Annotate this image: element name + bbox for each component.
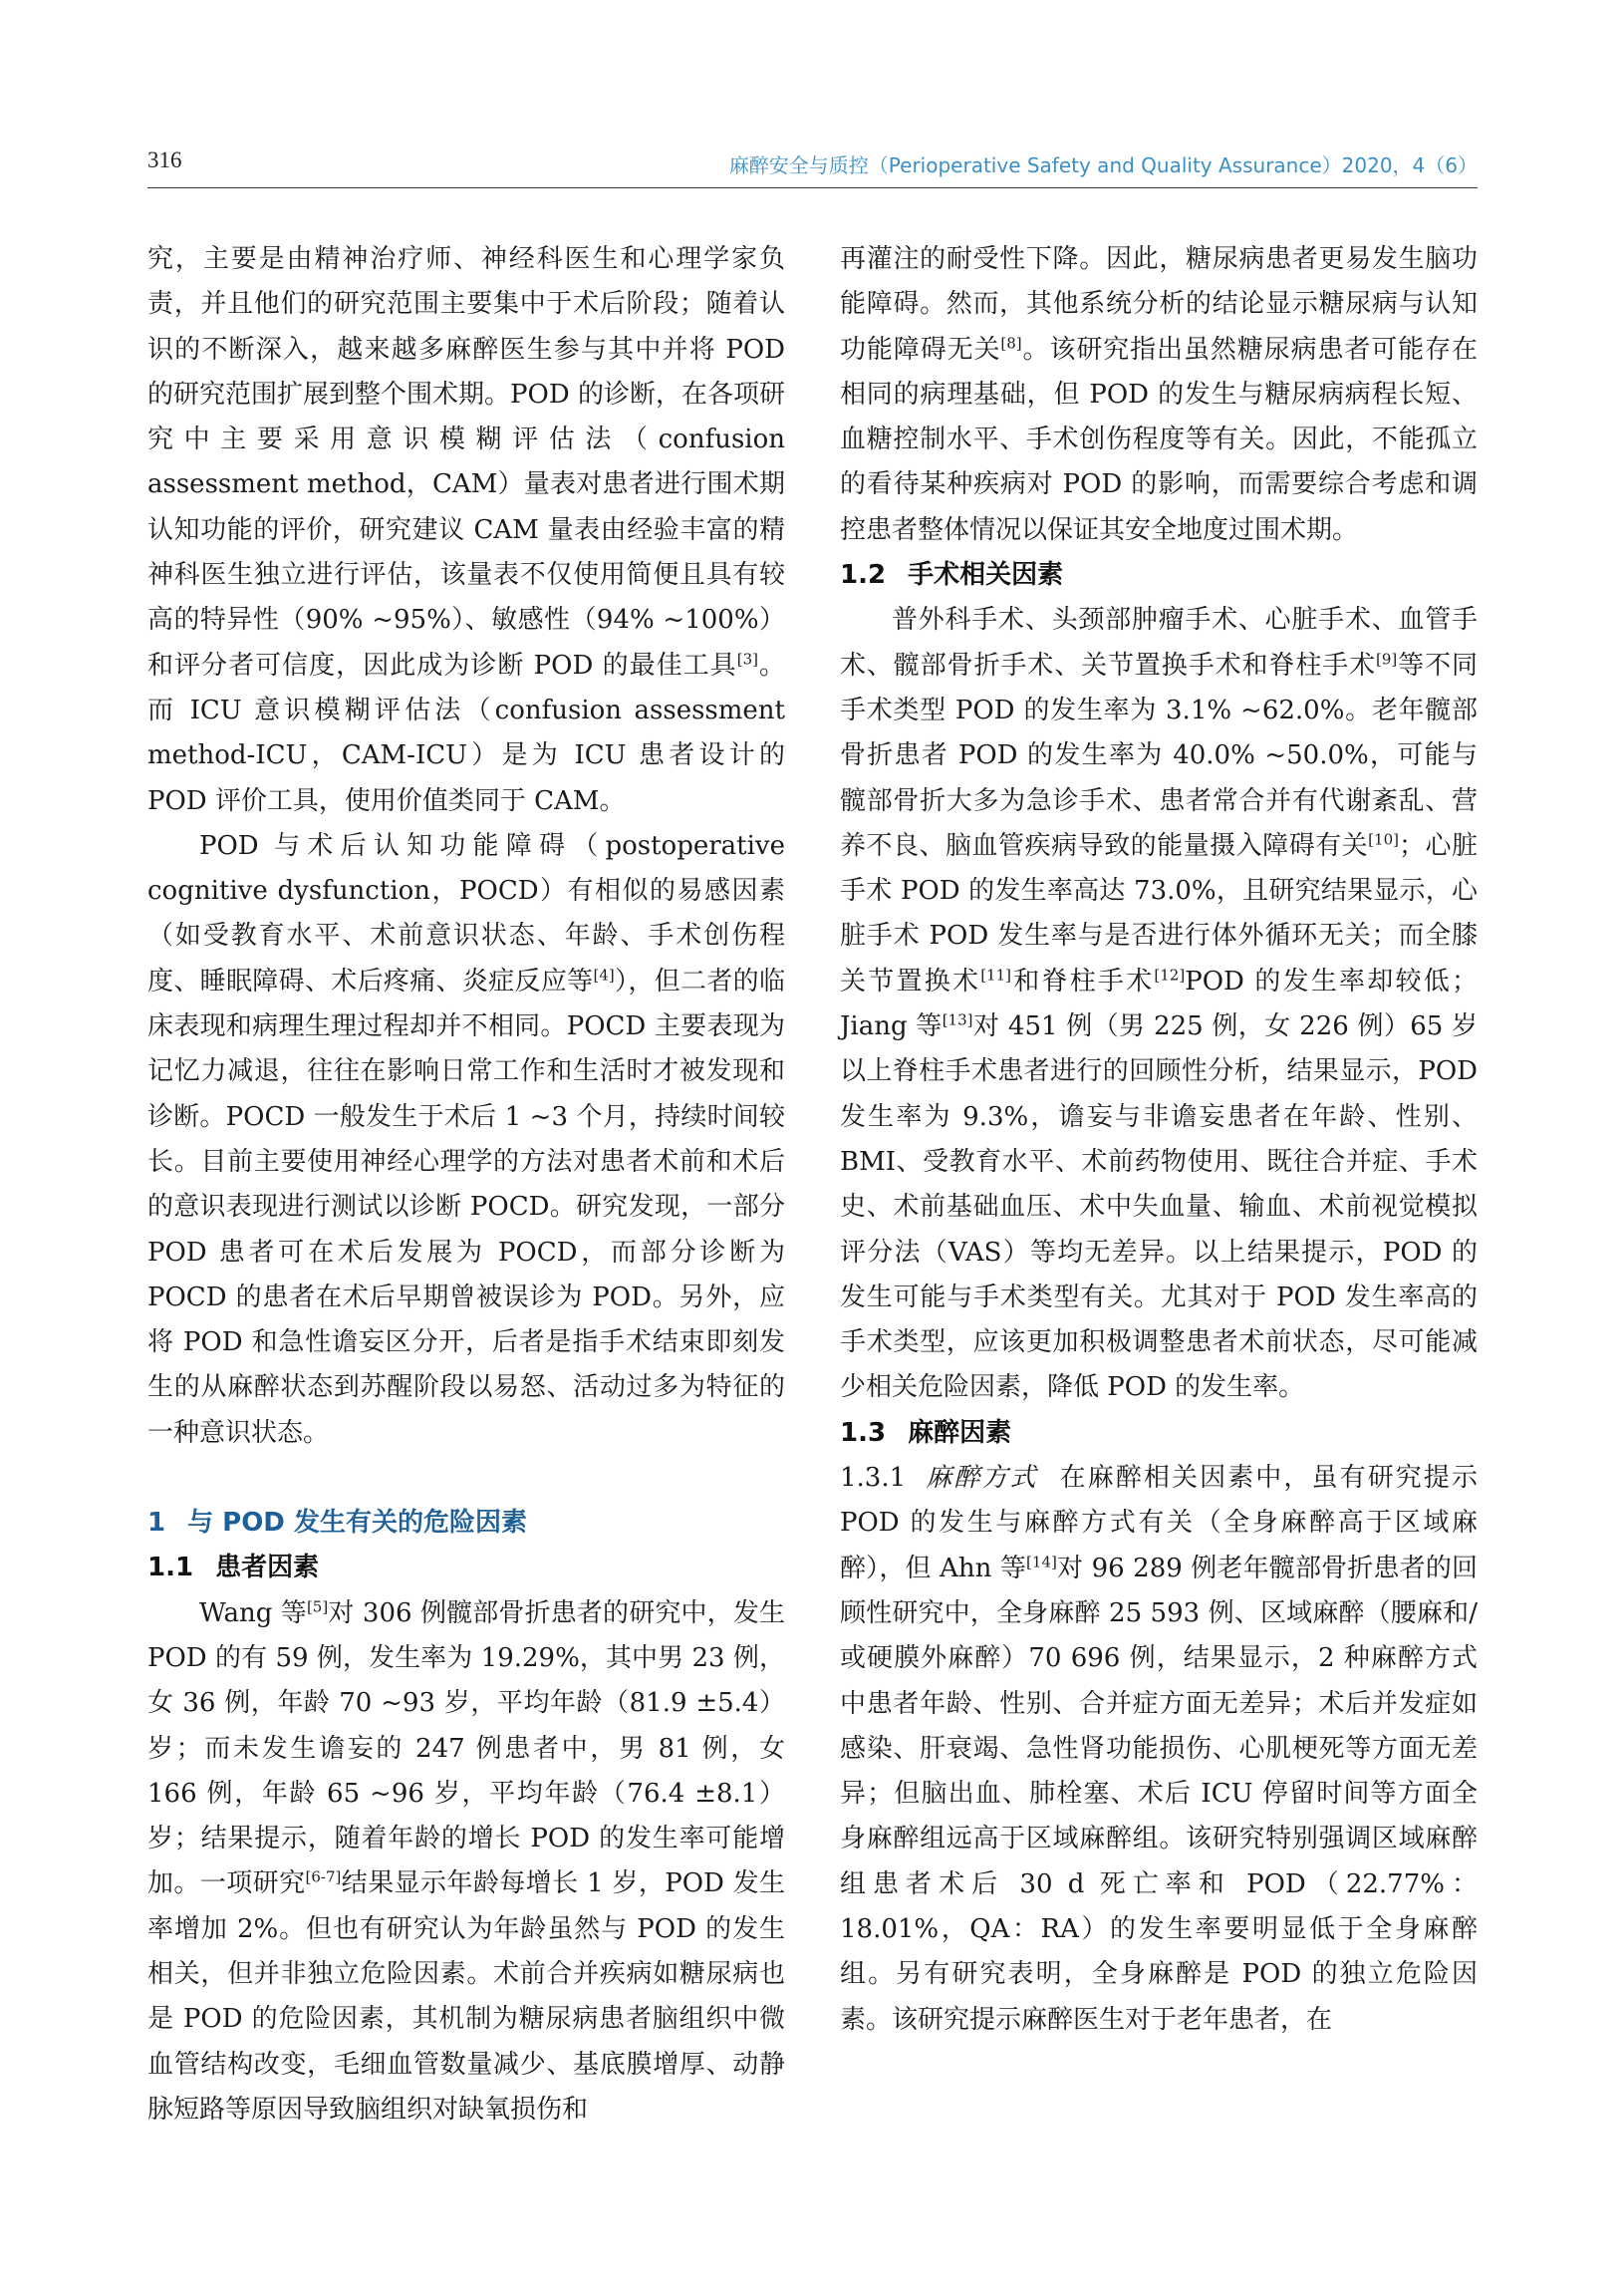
running-header (147, 147, 1478, 188)
page-number: 316 (147, 147, 182, 172)
paragraph: Wang 等[5]对 306 例髋部骨折患者的研究中，发生 POD 的有 59 例，发生率为 19.29%，其中男 23 例，女 36 例，年龄 70 ~93 岁，平均年龄（81.9 ±5.4）岁；而未发生谵妄的 247 例患者中，男 81 例，女 166 例，年龄 65 ~96 岁，平均年龄（76.4 ±8.1）岁；结果提示，随着年龄的增长 POD 的发生率可能增加。一项研究[6-7]结果显示年龄每增长 1 岁，POD 发生率增加 2%。但也有研究认为年龄虽然与 POD 的发生相关，但并非独立危险因素。术前合并疾病如糖尿病也是 POD 的危险因素，其机制为糖尿病患者脑组织中微血管结构改变，毛细血管数量减少、基底膜增厚、动静脉短路等原因导致脑组织对缺氧损伤和 (147, 1596, 785, 2125)
paragraph: 1.3.1 麻醉方式 在麻醉相关因素中，虽有研究提示 POD 的发生与麻醉方式有关（全身麻醉高于区域麻醉），但 Ahn 等[14]对 96 289 例老年髋部骨折患者的回顾性研究中，全身麻醉 25 593 例、区域麻醉（腰麻和/或硬膜外麻醉）70 696 例，结果显示，2 种麻醉方式中患者年龄、性别、合并症方面无差异；术后并发症如感染、肝衰竭、急性肾功能损伤、心肌梗死等方面无差异；但脑出血、肺栓塞、术后 ICU 停留时间等方面全身麻醉组远高于区域麻醉组。该研究特别强调区域麻醉组患者术后 30 d 死亡率和 POD（22.77%：18.01%，QA：RA）的发生率要明显低于全身麻醉组。另有研究表明，全身麻醉是 POD 的独立危险因素。该研究提示麻醉医生对于老年患者，在 (840, 1463, 1479, 2035)
right-column (840, 237, 1478, 2043)
paragraph: 再灌注的耐受性下降。因此，糖尿病患者更易发生脑功能障碍。然而，其他系统分析的结论显示糖尿病与认知功能障碍无关[8]。该研究指出虽然糖尿病患者可能存在相同的病理基础，但 POD 的发生与糖尿病病程长短、血糖控制水平、手术创伤程度等有关。因此，不能孤立的看待某种疾病对 POD 的影响，而需要综合考虑和调控患者整体情况以保证其安全地度过围术期。 (840, 244, 1478, 545)
citation-ref[interactable]: [10] (1368, 830, 1399, 849)
section-heading: 1 与 POD 发生有关的危险因素 (147, 1508, 527, 1539)
left-column (147, 237, 785, 2133)
citation-ref[interactable]: [5] (306, 1596, 329, 1615)
citation-ref[interactable]: [3] (736, 650, 758, 669)
subsection-heading: 1.3 麻醉因素 (840, 1417, 1012, 1448)
journal-citation: 麻醉安全与质控（Perioperative Safety and Quality Assurance）2020，4（6） (728, 153, 1478, 177)
subsection-heading: 1.2 手术相关因素 (840, 560, 1064, 591)
citation-ref[interactable]: [4] (593, 966, 615, 985)
citation-ref[interactable]: [12] (1154, 966, 1186, 985)
citation-ref[interactable]: [11] (980, 966, 1011, 985)
subsection-heading: 1.1 患者因素 (147, 1553, 320, 1583)
paragraph: 普外科手术、头颈部肿瘤手术、心脏手术、血管手术、髋部骨折手术、关节置换手术和脊柱手术[9]等不同手术类型 POD 的发生率为 3.1% ~62.0%。老年髋部骨折患者 POD 的发生率为 40.0% ~50.0%，可能与髋部骨折大多为急诊手术、患者常合并有代谢紊乱、营养不良、脑血管疾病导致的能量摄入障碍有关[10]；心脏手术 POD 的发生率高达 73.0%，且研究结果显示，心脏手术 POD 发生率与是否进行体外循环无关；而全膝关节置换术[11]和脊柱手术[12]POD 的发生率却较低；Jiang 等[13]对 451 例（男 225 例，女 226 例）65 岁以上脊柱手术患者进行的回顾性分析，结果显示，POD 发生率为 9.3%，谵妄与非谵妄患者在年龄、性别、BMI、受教育水平、术前药物使用、既往合并症、手术史、术前基础血压、术中失血量、输血、术前视觉模拟评分法（VAS）等均无差异。以上结果提示，POD 的发生可能与手术类型有关。尤其对于 POD 发生率高的手术类型，应该更加积极调整患者术前状态，尽可能减少相关危险因素，降低 POD 的发生率。 (840, 605, 1478, 1403)
paragraph: 究，主要是由精神治疗师、神经科医生和心理学家负责，并且他们的研究范围主要集中于术后阶段；随着认识的不断深入，越来越多麻醉医生参与其中并将 POD 的研究范围扩展到整个围术期。POD 的诊断，在各项研究中主要采用意识模糊评估法（confusion assessment method，CAM）量表对患者进行围术期认知功能的评价，研究建议 CAM 量表由经验丰富的精神科医生独立进行评估，该量表不仅使用简便且具有较高的特异性（90% ~95%）、敏感性（94% ~100%）和评分者可信度，因此成为诊断 POD 的最佳工具[3]。而 ICU 意识模糊评估法（confusion assessment method-ICU，CAM-ICU）是为 ICU 患者设计的 POD 评价工具，使用价值类同于 CAM。 (147, 244, 785, 816)
paragraph: POD 与术后认知功能障碍（postoperative cognitive dysfunction，POCD）有相似的易感因素（如受教育水平、术前意识状态、年龄、手术创伤程度、睡眠障碍、术后疼痛、炎症反应等[4]），但二者的临床表现和病理生理过程却并不相同。POCD 主要表现为记忆力减退，往往在影响日常工作和生活时才被发现和诊断。POCD 一般发生于术后 1 ~3 个月，持续时间较长。目前主要使用神经心理学的方法对患者术前和术后的意识表现进行测试以诊断 POCD。研究发现，一部分 POD 患者可在术后发展为 POCD，而部分诊断为 POCD 的患者在术后早期曾被误诊为 POD。另外，应将 POD 和急性谵妄区分开，后者是指手术结束即刻发生的从麻醉状态到苏醒阶段以易怒、活动过多为特征的一种意识状态。 (147, 830, 785, 1448)
citation-ref[interactable]: [9] (1376, 650, 1398, 669)
citation-ref[interactable]: [14] (1026, 1552, 1057, 1570)
citation-ref[interactable]: [8] (1000, 333, 1022, 352)
citation-ref[interactable]: [13] (942, 1010, 973, 1029)
subsubsection-number: 1.3.1 (840, 1463, 907, 1494)
citation-ref[interactable]: [6-7] (305, 1867, 342, 1886)
subsubsection-title: 麻醉方式 (924, 1463, 1038, 1494)
